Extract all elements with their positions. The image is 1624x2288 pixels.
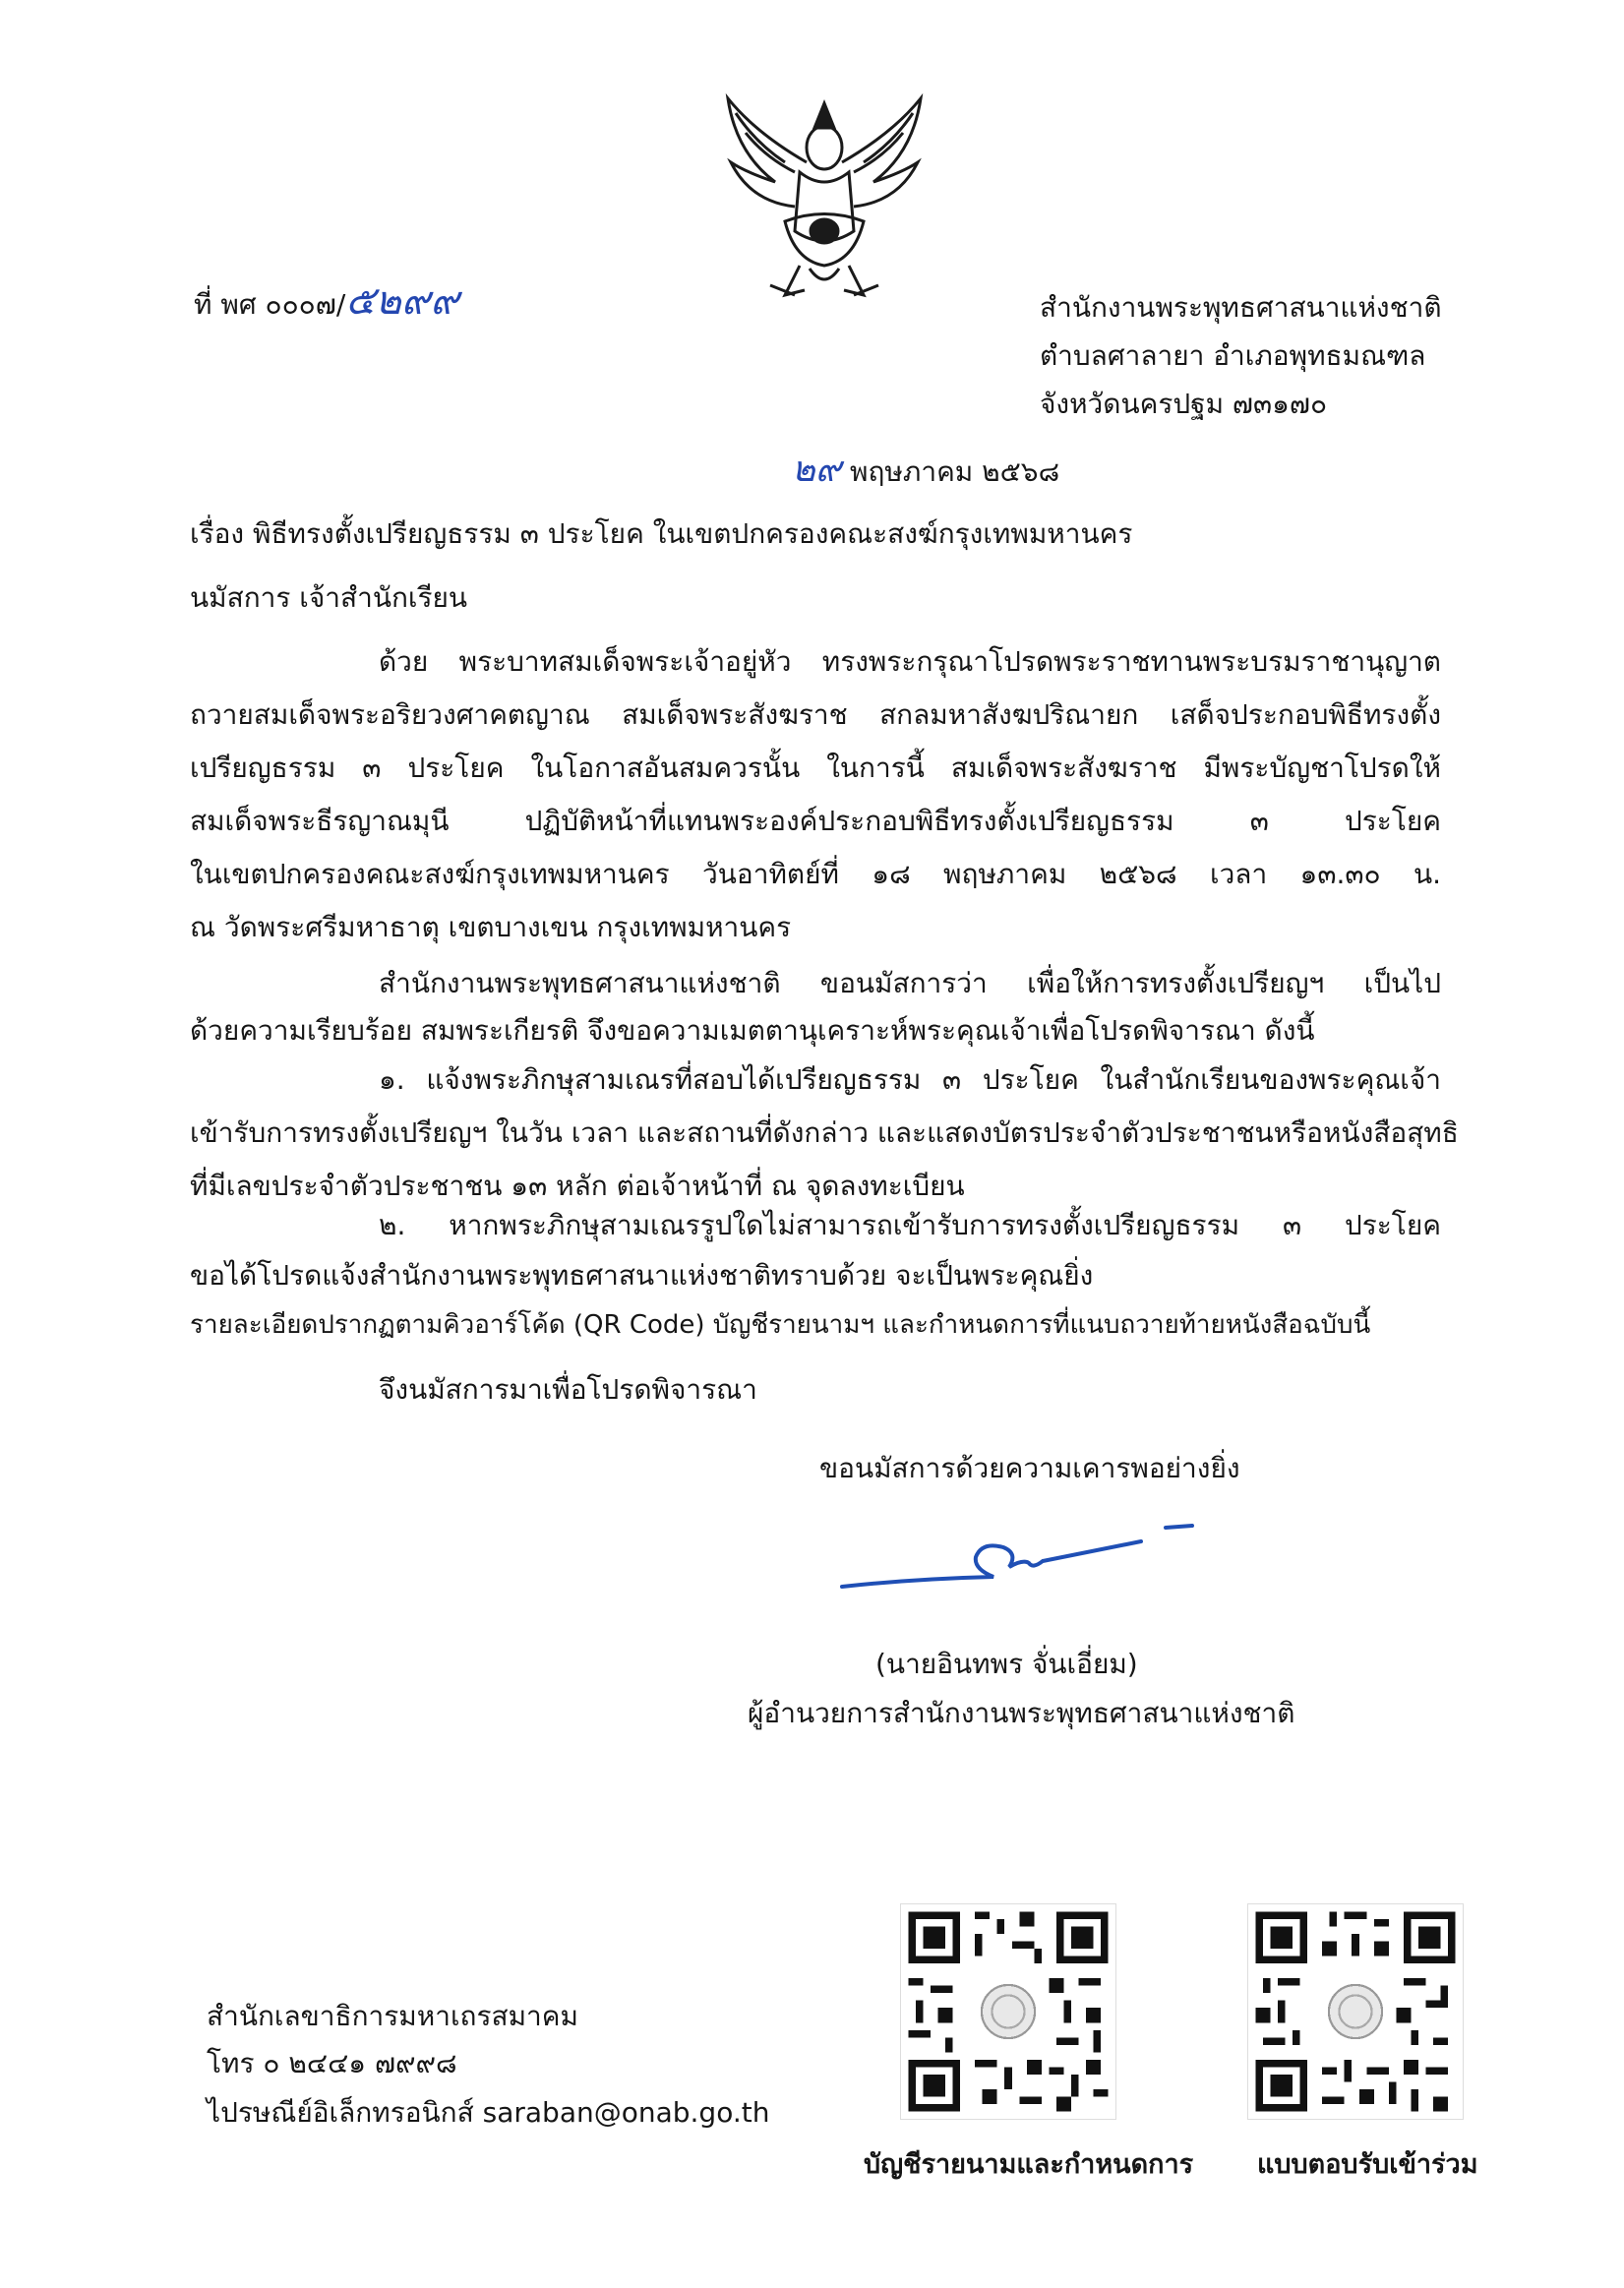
- qr-caption-response-form: แบบตอบรับเข้าร่วม: [1257, 2149, 1478, 2180]
- garuda-emblem: [716, 93, 932, 305]
- para1-line-6: ณ วัดพระศรีมหาธาตุ เขตบางเขน กรุงเทพมหานคร: [190, 911, 792, 943]
- para2-line-2: ด้วยความเรียบร้อย สมพระเกียรติ จึงขอความเมตตานุเคราะห์พระคุณเจ้าเพื่อโปรดพิจารณา ดังนี้: [190, 1014, 1315, 1047]
- date-handwritten-day: ๒๙: [792, 450, 842, 490]
- date-month-year: พฤษภาคม ๒๕๖๘: [850, 455, 1060, 488]
- sender-line-3: จังหวัดนครปฐม ๗๓๑๗๐: [1040, 388, 1328, 420]
- para2-line-3: ๑. แจ้งพระภิกษุสามเณรที่สอบได้เปรียญธรรม ๓ ประโยค ในสำนักเรียนของพระคุณเจ้า: [379, 1063, 1441, 1096]
- reference-prefix: ที่ พศ ๐๐๐๗/: [194, 288, 346, 321]
- para2-line-7: ขอได้โปรดแจ้งสำนักงานพระพุทธศาสนาแห่งชาติทราบด้วย จะเป็นพระคุณยิ่ง: [190, 1259, 1094, 1292]
- sender-line-2: ตำบลศาลายา อำเภอพุทธมณฑล: [1040, 339, 1426, 372]
- para1-line-1: ด้วย พระบาทสมเด็จพระเจ้าอยู่หัว ทรงพระกรุณาโปรดพระราชทานพระบรมราชานุญาต: [379, 645, 1441, 678]
- contact-phone: โทร ๐ ๒๔๔๑ ๗๙๙๘: [207, 2047, 457, 2079]
- signer-title: ผู้อำนวยการสำนักงานพระพุทธศาสนาแห่งชาติ: [748, 1697, 1295, 1729]
- regards: ขอนมัสการด้วยความเคารพอย่างยิ่ง: [819, 1452, 1240, 1484]
- qr-code-name-list[interactable]: [900, 1903, 1116, 2120]
- para2-line-5: ที่มีเลขประจำตัวประชาชน ๑๓ หลัก ต่อเจ้าหน้าที่ ณ จุดลงทะเบียน: [190, 1170, 965, 1202]
- para1-line-2: ถวายสมเด็จพระอริยวงศาคตญาณ สมเด็จพระสังฆราช สกลมหาสังฆปริณายก เสด็จประกอบพิธีทรงตั้ง: [190, 698, 1441, 731]
- signer-name: (นายอินทพร จั่นเอี่ยม): [875, 1648, 1138, 1680]
- para2-line-8: รายละเอียดปรากฏตามคิวอาร์โค้ด (QR Code) บัญชีรายนามฯ และกำหนดการที่แนบถวายท้ายหนังสือฉบับนี้: [190, 1310, 1371, 1340]
- contact-office: สำนักเลขาธิการมหาเถรสมาคม: [207, 2000, 578, 2032]
- qr-caption-name-list: บัญชีรายนามและกำหนดการ: [864, 2149, 1194, 2180]
- reference-number: [194, 278, 459, 324]
- signature: [836, 1520, 1200, 1594]
- para1-line-5: ในเขตปกครองคณะสงฆ์กรุงเทพมหานคร วันอาทิตย์ที่ ๑๘ พฤษภาคม ๒๕๖๘ เวลา ๑๓.๓๐ น.: [190, 858, 1441, 890]
- letter-date: [792, 452, 1059, 490]
- para2-line-4: เข้ารับการทรงตั้งเปรียญฯ ในวัน เวลา และสถานที่ดังกล่าว และแสดงบัตรประจำตัวประชาชนหรือหนังสือสุทธิ: [190, 1116, 1459, 1149]
- contact-email: ไปรษณีย์อิเล็กทรอนิกส์ saraban@onab.go.th: [207, 2096, 770, 2129]
- para1-line-4: สมเด็จพระธีรญาณมุนี ปฏิบัติหน้าที่แทนพระองค์ประกอบพิธีทรงตั้งเปรียญธรรม ๓ ประโยค: [190, 805, 1441, 837]
- para2-line-1: สำนักงานพระพุทธศาสนาแห่งชาติ ขอนมัสการว่า เพื่อให้การทรงตั้งเปรียญฯ เป็นไป: [379, 967, 1441, 999]
- reference-handwritten-number: ๕๒๙๙: [345, 278, 459, 324]
- para2-line-6: ๒. หากพระภิกษุสามเณรรูปใดไม่สามารถเข้ารับการทรงตั้งเปรียญธรรม ๓ ประโยค: [379, 1209, 1441, 1241]
- closing-line: จึงนมัสการมาเพื่อโปรดพิจารณา: [379, 1373, 757, 1406]
- subject: เรื่อง พิธีทรงตั้งเปรียญธรรม ๓ ประโยค ในเขตปกครองคณะสงฆ์กรุงเทพมหานคร: [190, 517, 1133, 550]
- para1-line-3: เปรียญธรรม ๓ ประโยค ในโอกาสอันสมควรนั้น ในการนี้ สมเด็จพระสังฆราช มีพระบัญชาโปรดให้: [190, 752, 1441, 784]
- qr-code-response-form[interactable]: [1247, 1903, 1464, 2120]
- salutation: นมัสการ เจ้าสำนักเรียน: [190, 581, 468, 614]
- sender-line-1: สำนักงานพระพุทธศาสนาแห่งชาติ: [1040, 291, 1442, 324]
